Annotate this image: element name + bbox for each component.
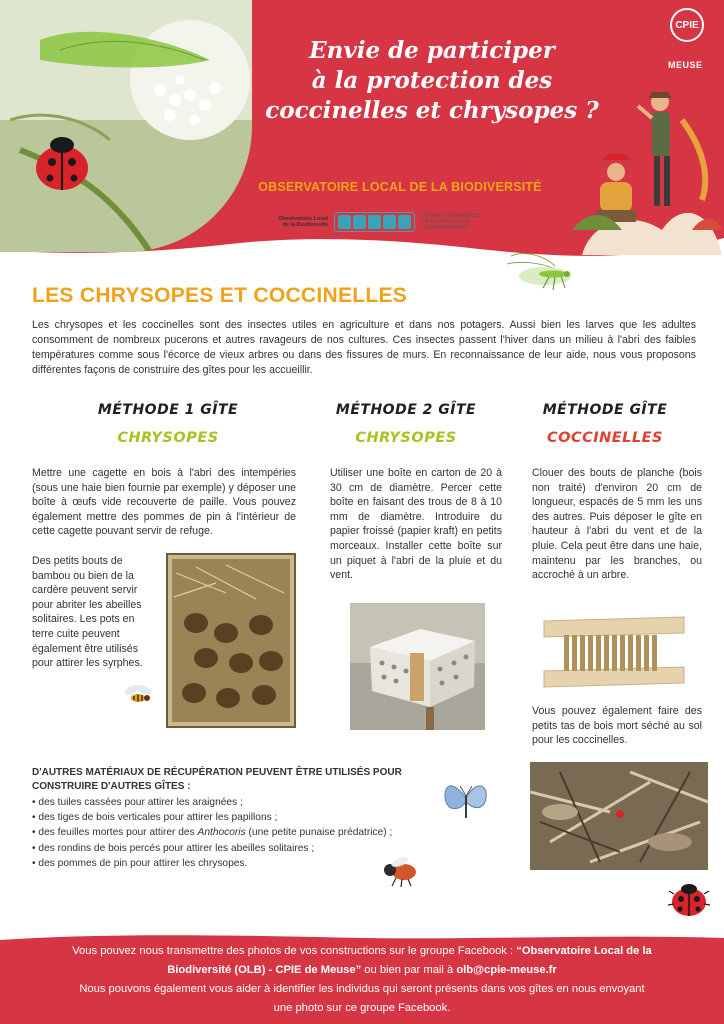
method-3-text-extra: Vous pouvez également faire des petits tas de bois mort séché au sol pour les coccinelles. bbox=[532, 705, 702, 747]
footer-text bbox=[70, 942, 654, 1018]
headline-line-1: Envie de participer bbox=[309, 37, 555, 64]
method-2-text: Utiliser une boîte en carton de 20 à 30 cm de diamètre. Percer cette boîte en faisant des trous de 8 à 10 mm de diamètre. Introduire du papier froissé (papier kraft) en petits morceaux. Installer cette boîte sur un piquet à l'abri de la pluie et du vent. bbox=[330, 467, 502, 582]
list-item: • des rondins de bois percés pour attirer les abeilles solitaires ; bbox=[32, 841, 442, 856]
method-1-title: MÉTHODE 1 GÎTE bbox=[97, 402, 239, 418]
section-title: LES CHRYSOPES ET COCCINELLES bbox=[32, 284, 408, 307]
hoverfly-illustration bbox=[120, 682, 156, 712]
crate-pinecone-photo bbox=[166, 553, 296, 728]
butterfly-illustration bbox=[440, 770, 492, 830]
method-3-title: MÉTHODE GÎTE bbox=[542, 402, 668, 418]
list-item: • des tiges de bois verticales pour attirer les papillons ; bbox=[32, 810, 442, 825]
method-1-subtitle: CHRYSOPES bbox=[117, 430, 219, 446]
method-1-text-extra: Des petits bouts de bambou ou bien de la cardère peuvent servir pour abriter les abeilles solitaires. Les pots en terre cuite peuvent également être utilisés pour attirer les syrphes. bbox=[32, 555, 143, 670]
lacewing-ladybug-photo bbox=[0, 0, 252, 252]
species-name: Anthocoris bbox=[197, 827, 246, 839]
carton-box-photo bbox=[350, 603, 485, 730]
list-item: • des pommes de pin pour attirer les chrysopes. bbox=[32, 856, 442, 871]
olb-title: OBSERVATOIRE LOCAL DE LA BIODIVERSITÉ bbox=[258, 180, 542, 194]
header bbox=[0, 0, 724, 262]
materials-lead: D'AUTRES MATÉRIAUX DE RÉCUPÉRATION PEUVENT ÊTRE UTILISÉS POUR CONSTRUIRE D'AUTRES GÎTES : bbox=[32, 767, 402, 792]
region-label: MEUSE bbox=[668, 60, 703, 70]
footer-line-1-mid: ou bien par mail à bbox=[361, 964, 457, 976]
headline-line-2: à la protection des bbox=[311, 67, 553, 94]
method-1-text: Mettre une cagette en bois à l'abri des intempéries (sous une haie bien fournie par exemple) y déposer une boîte à œufs vide recouverte de paille. Vous pouvez également mettre des pommes de pin à l'intérieur de cette cagette pouvant servir de refuge. bbox=[32, 467, 296, 538]
olb-logo-icons bbox=[334, 212, 415, 232]
cpie-logo-text: CENTRES PERMANENTS D'INITIATIVES POUR L'ENVIRONNEMENT bbox=[421, 213, 482, 231]
cpie-logo[interactable]: CPIE bbox=[670, 8, 704, 42]
olb-logo-text: Observatoire Local de la Biodiversité bbox=[278, 216, 328, 228]
ladybug-illustration bbox=[666, 878, 712, 920]
footer-line-2: Nous pouvons également vous aider à identifier les individus qui seront présents dans vos gîtes en nous envoyant une photo sur ce groupe Facebook. bbox=[79, 983, 645, 1014]
deadwood-pile-photo bbox=[530, 762, 708, 870]
lacewing-illustration bbox=[505, 246, 585, 294]
method-2-subtitle: CHRYSOPES bbox=[355, 430, 457, 446]
method-2-title: MÉTHODE 2 GÎTE bbox=[335, 402, 477, 418]
partner-logos bbox=[278, 208, 491, 236]
method-3-text: Clouer des bouts de planche (bois non traité) d'environ 20 cm de longueur, espacés de 5 mm les uns des autres. Puis déposer le gîte en hauteur à l'abri du vent et de la pluie. Cela peut être dans une haie, maintenu par les branches, ou accroché à un arbre. bbox=[532, 467, 702, 582]
intro-paragraph: Les chrysopes et les coccinelles sont des insectes utiles en agriculture et dans nos potagers. Aussi bien les larves que les adultes consomment de nombreux pucerons et autres ravageurs de nos cultures. Ces insectes passent l'hiver dans un milieu à l'abri des faibles températures comme sous l'écorce de vieux arbres ou dans des fissures de murs. En reconnaissance de leur aide, nous vous proposons différentes façons de construire des gîtes pour les accueillir. bbox=[32, 319, 696, 376]
list-item: • des tuiles cassées pour attirer les araignées ; bbox=[32, 795, 442, 810]
hikers-illustration bbox=[572, 80, 722, 255]
footer-line-1: Vous pouvez nous transmettre des photos de vos constructions sur le groupe Facebook : bbox=[72, 945, 517, 957]
facebook-group-name[interactable]: “Observatoire Local de la Biodiversité (OLB) - CPIE de Meuse” bbox=[167, 945, 652, 976]
headline bbox=[262, 36, 602, 126]
wood-plank-shelter-photo bbox=[540, 607, 688, 697]
list-item-text: des feuilles mortes pour attirer des bbox=[38, 827, 195, 839]
headline-line-3: coccinelles et chrysopes ? bbox=[265, 97, 599, 124]
email-link[interactable]: olb@cpie-meuse.fr bbox=[456, 964, 557, 976]
method-3-subtitle: COCCINELLES bbox=[546, 430, 663, 446]
list-item bbox=[32, 825, 442, 840]
list-item-tail: (une petite punaise prédatrice) ; bbox=[248, 827, 393, 839]
solitary-bee-illustration bbox=[378, 852, 424, 888]
